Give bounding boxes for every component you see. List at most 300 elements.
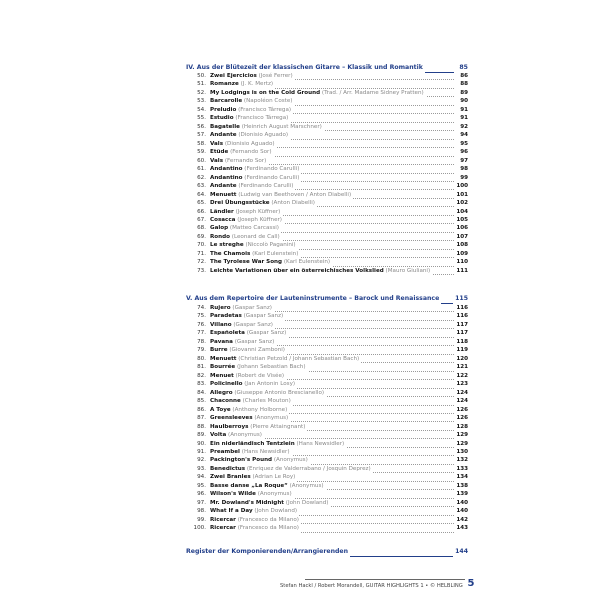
entry-composer: (Ferdinando Carulli) bbox=[244, 166, 300, 173]
entry-title: Andante bbox=[210, 132, 237, 139]
entry-title: Paradetas bbox=[210, 313, 242, 320]
entry-title: Andantino bbox=[210, 174, 243, 181]
entry-number: 53. bbox=[197, 98, 206, 105]
entry-number: 74. bbox=[197, 305, 206, 311]
toc-entry[interactable] bbox=[186, 250, 468, 258]
entry-composer: (Gaspar Sanz) bbox=[232, 305, 272, 311]
entry-text bbox=[210, 106, 293, 114]
entry-title: Barcarolle bbox=[210, 98, 243, 105]
section-iv-list bbox=[186, 72, 468, 275]
entry-title: Preludio bbox=[210, 106, 237, 113]
entry-composer: (Trad. / Arr. Madame Sidney Pratten) bbox=[321, 89, 424, 96]
entry-page: 117 bbox=[454, 329, 468, 337]
entry-text bbox=[210, 338, 276, 346]
entry-text bbox=[210, 448, 292, 456]
entry-title: Bourrée bbox=[210, 364, 236, 371]
entry-title: A Toye bbox=[210, 406, 231, 413]
entry-text bbox=[210, 304, 274, 312]
toc-entry[interactable] bbox=[186, 165, 468, 173]
entry-title: Zwei Branles bbox=[210, 474, 251, 481]
entry-number: 62. bbox=[197, 174, 206, 181]
entry-text bbox=[210, 182, 295, 190]
entry-title: Vals bbox=[210, 140, 224, 147]
entry-text bbox=[210, 241, 298, 249]
entry-number: 77. bbox=[197, 330, 206, 337]
entry-composer: (John Dowland) bbox=[254, 508, 298, 515]
toc-entry[interactable] bbox=[186, 507, 468, 515]
entry-page: 86 bbox=[454, 72, 468, 80]
toc-entry[interactable] bbox=[186, 241, 468, 249]
entry-page: 124 bbox=[454, 389, 468, 397]
entry-number: 75. bbox=[197, 313, 206, 320]
entry-title: Andante bbox=[210, 183, 237, 190]
entry-text bbox=[210, 250, 300, 258]
entry-page: 95 bbox=[454, 140, 468, 148]
entry-text bbox=[210, 321, 275, 329]
entry-number: 96. bbox=[197, 491, 206, 498]
entry-page: 108 bbox=[454, 241, 468, 249]
entry-page: 90 bbox=[454, 97, 468, 105]
entry-composer: (Fernando Sor) bbox=[224, 157, 267, 164]
entry-page: 110 bbox=[454, 258, 468, 266]
section-v-page: 115 bbox=[455, 295, 468, 302]
entry-page: 94 bbox=[454, 131, 468, 139]
entry-number: 92. bbox=[197, 457, 206, 464]
toc-entry[interactable] bbox=[186, 174, 468, 182]
entry-number: 69. bbox=[197, 233, 206, 240]
entry-text bbox=[210, 267, 432, 275]
entry-page: 105 bbox=[454, 216, 468, 224]
entry-text bbox=[210, 131, 290, 139]
entry-number: 79. bbox=[197, 347, 206, 354]
entry-composer: (Pierre Attaingnant) bbox=[250, 423, 306, 430]
entry-page: 99 bbox=[454, 174, 468, 182]
register-title: Register der Komponierenden/Arrangierenden bbox=[186, 548, 349, 555]
entry-number: 81. bbox=[197, 364, 206, 371]
entry-number: 78. bbox=[197, 338, 206, 345]
entry-page: 100 bbox=[454, 182, 468, 190]
toc-entry[interactable] bbox=[186, 456, 468, 464]
entry-page: 96 bbox=[454, 148, 468, 156]
toc-entry[interactable] bbox=[186, 329, 468, 337]
entry-text bbox=[210, 191, 353, 199]
entry-title: Allegro bbox=[210, 389, 233, 396]
entry-number: 68. bbox=[197, 225, 206, 232]
entry-composer: (Francesco da Milano) bbox=[237, 516, 299, 523]
entry-title: Chaconne bbox=[210, 398, 241, 405]
toc-entry[interactable] bbox=[186, 123, 468, 131]
entry-composer: (Karl Eulenstein) bbox=[252, 250, 299, 257]
entry-page: 143 bbox=[454, 524, 468, 532]
toc-entry[interactable] bbox=[186, 440, 468, 448]
entry-text bbox=[210, 414, 290, 422]
entry-composer: (Gaspar Sanz) bbox=[246, 330, 287, 337]
entry-title: Bagatelle bbox=[210, 123, 240, 130]
toc-entry[interactable] bbox=[186, 355, 468, 363]
toc-entry[interactable] bbox=[186, 199, 468, 207]
entry-number: 52. bbox=[197, 89, 206, 96]
entry-page: 126 bbox=[454, 406, 468, 414]
toc-entry[interactable] bbox=[186, 321, 468, 329]
entry-page: 89 bbox=[454, 89, 468, 97]
entry-composer: (Matteo Carcassi) bbox=[229, 225, 279, 232]
entry-page: 130 bbox=[454, 448, 468, 456]
entry-page: 132 bbox=[454, 456, 468, 464]
entry-page: 98 bbox=[454, 165, 468, 173]
entry-page: 124 bbox=[454, 397, 468, 405]
entry-title: Ricercar bbox=[210, 525, 236, 532]
section-v-heading[interactable] bbox=[186, 294, 468, 304]
toc-entry[interactable] bbox=[186, 258, 468, 266]
entry-composer: (Enriquez de Valderrabano / Josquin Deprez) bbox=[246, 465, 371, 472]
section-v-title: V. Aus dem Repertoire der Lauteninstrumente – Barock und Renaissance bbox=[186, 295, 440, 302]
entry-text bbox=[210, 465, 373, 473]
entry-title: Romanze bbox=[210, 81, 239, 88]
entry-page: 142 bbox=[454, 516, 468, 524]
toc-entry[interactable] bbox=[186, 131, 468, 139]
entry-composer: (Giuseppe Antonio Brescianello) bbox=[234, 389, 325, 396]
entry-composer: (Joseph Küffner) bbox=[235, 208, 281, 215]
entry-text bbox=[210, 199, 317, 207]
entry-title: Zwei Ejercicios bbox=[210, 73, 257, 79]
page-number: 5 bbox=[467, 578, 475, 589]
entry-text bbox=[210, 380, 297, 388]
entry-number: 86. bbox=[197, 406, 206, 413]
entry-text bbox=[210, 516, 301, 524]
entry-text bbox=[210, 97, 294, 105]
section-iv-title: IV. Aus der Blütezeit der klassischen Gitarre – Klassik und Romantik bbox=[186, 64, 423, 71]
toc-entry[interactable] bbox=[186, 414, 468, 422]
entry-number: 89. bbox=[197, 432, 206, 439]
entry-title: Packington's Pound bbox=[210, 457, 273, 464]
entry-text bbox=[210, 372, 286, 380]
entry-text bbox=[210, 499, 330, 507]
entry-text bbox=[210, 431, 264, 439]
entry-composer: (Heinrich August Marschner) bbox=[241, 123, 322, 130]
entry-text bbox=[210, 165, 301, 173]
entry-text bbox=[210, 80, 275, 88]
toc-entry[interactable] bbox=[186, 182, 468, 190]
entry-title: The Chamois bbox=[210, 250, 251, 257]
entry-page: 126 bbox=[454, 414, 468, 422]
entry-title: Haulberroys bbox=[210, 423, 249, 430]
entry-title: Greensleeves bbox=[210, 415, 253, 422]
entry-text bbox=[210, 363, 308, 371]
entry-page: 133 bbox=[454, 465, 468, 473]
toc-entry[interactable] bbox=[186, 148, 468, 156]
toc-entry[interactable] bbox=[186, 490, 468, 498]
entry-title: Estudio bbox=[210, 115, 234, 122]
entry-text bbox=[210, 224, 281, 232]
entry-title: Preambel bbox=[210, 448, 240, 455]
entry-title: Vals bbox=[210, 157, 224, 164]
entry-number: 100. bbox=[193, 525, 206, 532]
entry-title: Volta bbox=[210, 432, 227, 439]
entry-composer: (Ferdinando Carulli) bbox=[238, 183, 294, 190]
entry-text bbox=[210, 524, 301, 532]
entry-title: What If a Day bbox=[210, 508, 253, 515]
entry-title: Rondo bbox=[210, 233, 230, 240]
entry-text bbox=[210, 123, 324, 131]
entry-page: 101 bbox=[454, 191, 468, 199]
entry-composer: (Joseph Küffner) bbox=[237, 216, 282, 223]
entry-text bbox=[210, 389, 326, 397]
toc-entry[interactable] bbox=[186, 482, 468, 490]
entry-composer: (José Ferrer) bbox=[258, 73, 293, 79]
entry-number: 67. bbox=[197, 216, 206, 223]
entry-text bbox=[210, 490, 294, 498]
entry-page: 91 bbox=[454, 106, 468, 114]
entry-number: 54. bbox=[197, 106, 206, 113]
entry-text bbox=[210, 397, 293, 405]
entry-composer: (Ferdinando Carulli) bbox=[244, 174, 300, 181]
entry-text bbox=[210, 148, 274, 156]
entry-composer: (Adrian Le Roy) bbox=[252, 474, 296, 481]
toc-entry[interactable] bbox=[186, 97, 468, 105]
toc-entry[interactable] bbox=[186, 157, 468, 165]
entry-page: 134 bbox=[454, 473, 468, 481]
toc-entry[interactable] bbox=[186, 423, 468, 431]
entry-text bbox=[210, 72, 295, 80]
entry-composer: (Gaspar Sanz) bbox=[233, 321, 273, 328]
entry-number: 61. bbox=[197, 166, 206, 173]
entry-composer: (Francesco da Milano) bbox=[237, 525, 299, 532]
entry-number: 71. bbox=[197, 250, 206, 257]
entry-composer: (J. K. Mertz) bbox=[240, 81, 274, 88]
entry-composer: (Robert de Visée) bbox=[235, 372, 285, 379]
toc-entry[interactable] bbox=[186, 397, 468, 405]
entry-text bbox=[210, 473, 297, 481]
section-v-list bbox=[186, 304, 468, 533]
entry-title: Basse danse „La Roque“ bbox=[210, 482, 288, 489]
entry-composer: (Dionisio Aguado) bbox=[224, 140, 275, 147]
register-page: 144 bbox=[455, 548, 468, 555]
entry-page: 104 bbox=[454, 208, 468, 216]
entry-title: The Tyrolese War Song bbox=[210, 259, 283, 266]
entry-page: 129 bbox=[454, 431, 468, 439]
toc-entry[interactable] bbox=[186, 448, 468, 456]
entry-page: 138 bbox=[454, 482, 468, 490]
entry-number: 56. bbox=[197, 123, 206, 130]
entry-number: 76. bbox=[197, 321, 206, 328]
entry-number: 83. bbox=[197, 381, 206, 388]
entry-page: 97 bbox=[454, 157, 468, 165]
entry-number: 64. bbox=[197, 191, 206, 198]
toc-entry[interactable] bbox=[186, 406, 468, 414]
entry-number: 84. bbox=[197, 389, 206, 396]
entry-page: 91 bbox=[454, 114, 468, 122]
register-heading[interactable] bbox=[186, 547, 468, 557]
entry-text bbox=[210, 216, 284, 224]
entry-composer: (Karl Eulenstein) bbox=[283, 259, 331, 266]
entry-composer: (Mauro Giuliani) bbox=[385, 267, 431, 274]
entry-text bbox=[210, 456, 310, 464]
entry-composer: (Johann Sebastian Bach) bbox=[236, 364, 306, 371]
entry-text bbox=[210, 258, 332, 266]
toc-entry[interactable] bbox=[186, 304, 468, 312]
toc-entry[interactable] bbox=[186, 191, 468, 199]
toc-entry[interactable] bbox=[186, 106, 468, 114]
toc-entry[interactable] bbox=[186, 363, 468, 371]
entry-page: 88 bbox=[454, 80, 468, 88]
toc-entry[interactable] bbox=[186, 224, 468, 232]
toc-entry[interactable] bbox=[186, 389, 468, 397]
entry-number: 87. bbox=[197, 415, 206, 422]
entry-composer: (Giovanni Zamboni) bbox=[229, 347, 285, 354]
entry-composer: (Gaspar Sanz) bbox=[234, 338, 275, 345]
entry-composer: (Anthony Holborne) bbox=[232, 406, 288, 413]
toc-entry[interactable] bbox=[186, 465, 468, 473]
entry-title: Galop bbox=[210, 225, 229, 232]
entry-number: 70. bbox=[197, 242, 206, 249]
entry-text bbox=[210, 423, 307, 431]
entry-number: 91. bbox=[197, 448, 206, 455]
entry-number: 95. bbox=[197, 482, 206, 489]
entry-number: 73. bbox=[197, 267, 206, 274]
entry-composer: (Anonymus) bbox=[228, 432, 262, 439]
entry-title: Rujero bbox=[210, 305, 231, 311]
toc-entry[interactable] bbox=[186, 72, 468, 80]
toc-entry[interactable] bbox=[186, 89, 468, 97]
entry-title: Menuet bbox=[210, 372, 234, 379]
toc-entry[interactable] bbox=[186, 499, 468, 507]
toc-entry[interactable] bbox=[186, 346, 468, 354]
entry-number: 55. bbox=[197, 115, 206, 122]
entry-text bbox=[210, 114, 290, 122]
entry-composer: (John Dowland) bbox=[285, 499, 329, 506]
entry-composer: (Napoléon Coste) bbox=[243, 98, 293, 105]
toc-entry[interactable] bbox=[186, 516, 468, 524]
entry-number: 85. bbox=[197, 398, 206, 405]
entry-composer: (Francisco Tárrega) bbox=[235, 115, 289, 122]
entry-title: Menuett bbox=[210, 191, 237, 198]
entry-number: 93. bbox=[197, 465, 206, 472]
entry-composer: (Anonymus) bbox=[254, 415, 289, 422]
entry-title: Menuett bbox=[210, 355, 237, 362]
entry-number: 88. bbox=[197, 423, 206, 430]
entry-page: 121 bbox=[454, 363, 468, 371]
entry-page: 107 bbox=[454, 233, 468, 241]
entry-page: 140 bbox=[454, 507, 468, 515]
entry-title: Ein niderländisch Tentzlein bbox=[210, 440, 295, 447]
entry-title: Burre bbox=[210, 347, 228, 354]
toc-entry[interactable] bbox=[186, 267, 468, 275]
entry-text bbox=[210, 507, 299, 515]
toc-entry[interactable] bbox=[186, 216, 468, 224]
toc-entry[interactable] bbox=[186, 114, 468, 122]
entry-composer: (Christian Petzold / Johann Sebastian Bach) bbox=[238, 355, 360, 362]
entry-title: Ricercar bbox=[210, 516, 236, 523]
entry-text bbox=[210, 440, 346, 448]
entry-composer: (Anonymus) bbox=[289, 482, 324, 489]
entry-text bbox=[210, 346, 287, 354]
entry-page: 139 bbox=[454, 490, 468, 498]
entry-title: Benedictus bbox=[210, 465, 246, 472]
entry-text bbox=[210, 233, 282, 241]
entry-title: Andantino bbox=[210, 166, 243, 173]
entry-page: 111 bbox=[454, 267, 468, 275]
entry-title: Ländler bbox=[210, 208, 234, 215]
entry-number: 90. bbox=[197, 440, 206, 447]
toc-entry[interactable] bbox=[186, 473, 468, 481]
toc-entry[interactable] bbox=[186, 80, 468, 88]
entry-title: Mr. Dowland's Midnight bbox=[210, 499, 284, 506]
entry-number: 57. bbox=[197, 132, 206, 139]
entry-text bbox=[210, 355, 361, 363]
entry-page: 119 bbox=[454, 346, 468, 354]
entry-number: 51. bbox=[197, 81, 206, 88]
entry-title: Etüde bbox=[210, 149, 229, 156]
entry-text bbox=[210, 208, 282, 216]
entry-page: 92 bbox=[454, 123, 468, 131]
entry-text bbox=[210, 406, 289, 414]
entry-composer: (Hans Newsidler) bbox=[241, 448, 290, 455]
entry-page: 129 bbox=[454, 440, 468, 448]
entry-title: Policinello bbox=[210, 381, 243, 388]
entry-page: 116 bbox=[454, 304, 468, 312]
entry-page: 117 bbox=[454, 321, 468, 329]
toc-entry[interactable] bbox=[186, 431, 468, 439]
entry-title: Drei Übungsstücke bbox=[210, 200, 270, 207]
entry-composer: (Jan Antonin Losy) bbox=[244, 381, 296, 388]
entry-composer: (Leonard de Call) bbox=[231, 233, 280, 240]
entry-number: 97. bbox=[197, 499, 206, 506]
entry-title: Pavana bbox=[210, 338, 233, 345]
entry-page: 128 bbox=[454, 423, 468, 431]
footer-credit: Stefan Hackl / Robert Morandell, GUITAR HIGHLIGHTS 1 • © HELBLING bbox=[280, 583, 463, 589]
entry-text bbox=[210, 482, 326, 490]
entry-number: 50. bbox=[197, 73, 206, 79]
entry-title: My Lodgings is on the Cold Ground bbox=[210, 89, 321, 96]
entry-number: 94. bbox=[197, 474, 206, 481]
entry-title: Españoleta bbox=[210, 330, 245, 337]
toc-entry[interactable] bbox=[186, 338, 468, 346]
entry-title: Wilson's Wilde bbox=[210, 491, 256, 498]
entry-title: Villano bbox=[210, 321, 232, 328]
toc-entry[interactable] bbox=[186, 380, 468, 388]
entry-number: 80. bbox=[197, 355, 206, 362]
toc-entry[interactable] bbox=[186, 233, 468, 241]
entry-number: 65. bbox=[197, 200, 206, 207]
toc-entry[interactable] bbox=[186, 312, 468, 320]
footer-rule bbox=[305, 579, 465, 580]
entry-composer: (Hans Newsidler) bbox=[296, 440, 345, 447]
entry-number: 66. bbox=[197, 208, 206, 215]
entry-text bbox=[210, 157, 268, 165]
entry-composer: (Gaspar Sanz) bbox=[243, 313, 284, 320]
entry-page: 122 bbox=[454, 372, 468, 380]
entry-composer: (Charles Mouton) bbox=[242, 398, 291, 405]
toc-entry[interactable] bbox=[186, 372, 468, 380]
toc-entry[interactable] bbox=[186, 208, 468, 216]
entry-title: Cosacca bbox=[210, 216, 236, 223]
entry-number: 98. bbox=[197, 508, 206, 515]
entry-composer: (Anton Diabelli) bbox=[271, 200, 315, 207]
entry-composer: (Anonymus) bbox=[257, 491, 292, 498]
entry-text bbox=[210, 329, 288, 337]
entry-number: 60. bbox=[197, 157, 206, 164]
entry-composer: (Anonymus) bbox=[273, 457, 308, 464]
entry-text bbox=[210, 174, 301, 182]
entry-page: 102 bbox=[454, 199, 468, 207]
toc-entry[interactable] bbox=[186, 524, 468, 532]
entry-text bbox=[210, 312, 285, 320]
entry-composer: (Ludwig van Beethoven / Anton Diabelli) bbox=[238, 191, 352, 198]
toc-entry[interactable] bbox=[186, 140, 468, 148]
entry-page: 118 bbox=[454, 338, 468, 346]
entry-number: 99. bbox=[197, 516, 206, 523]
entry-text bbox=[210, 89, 426, 97]
